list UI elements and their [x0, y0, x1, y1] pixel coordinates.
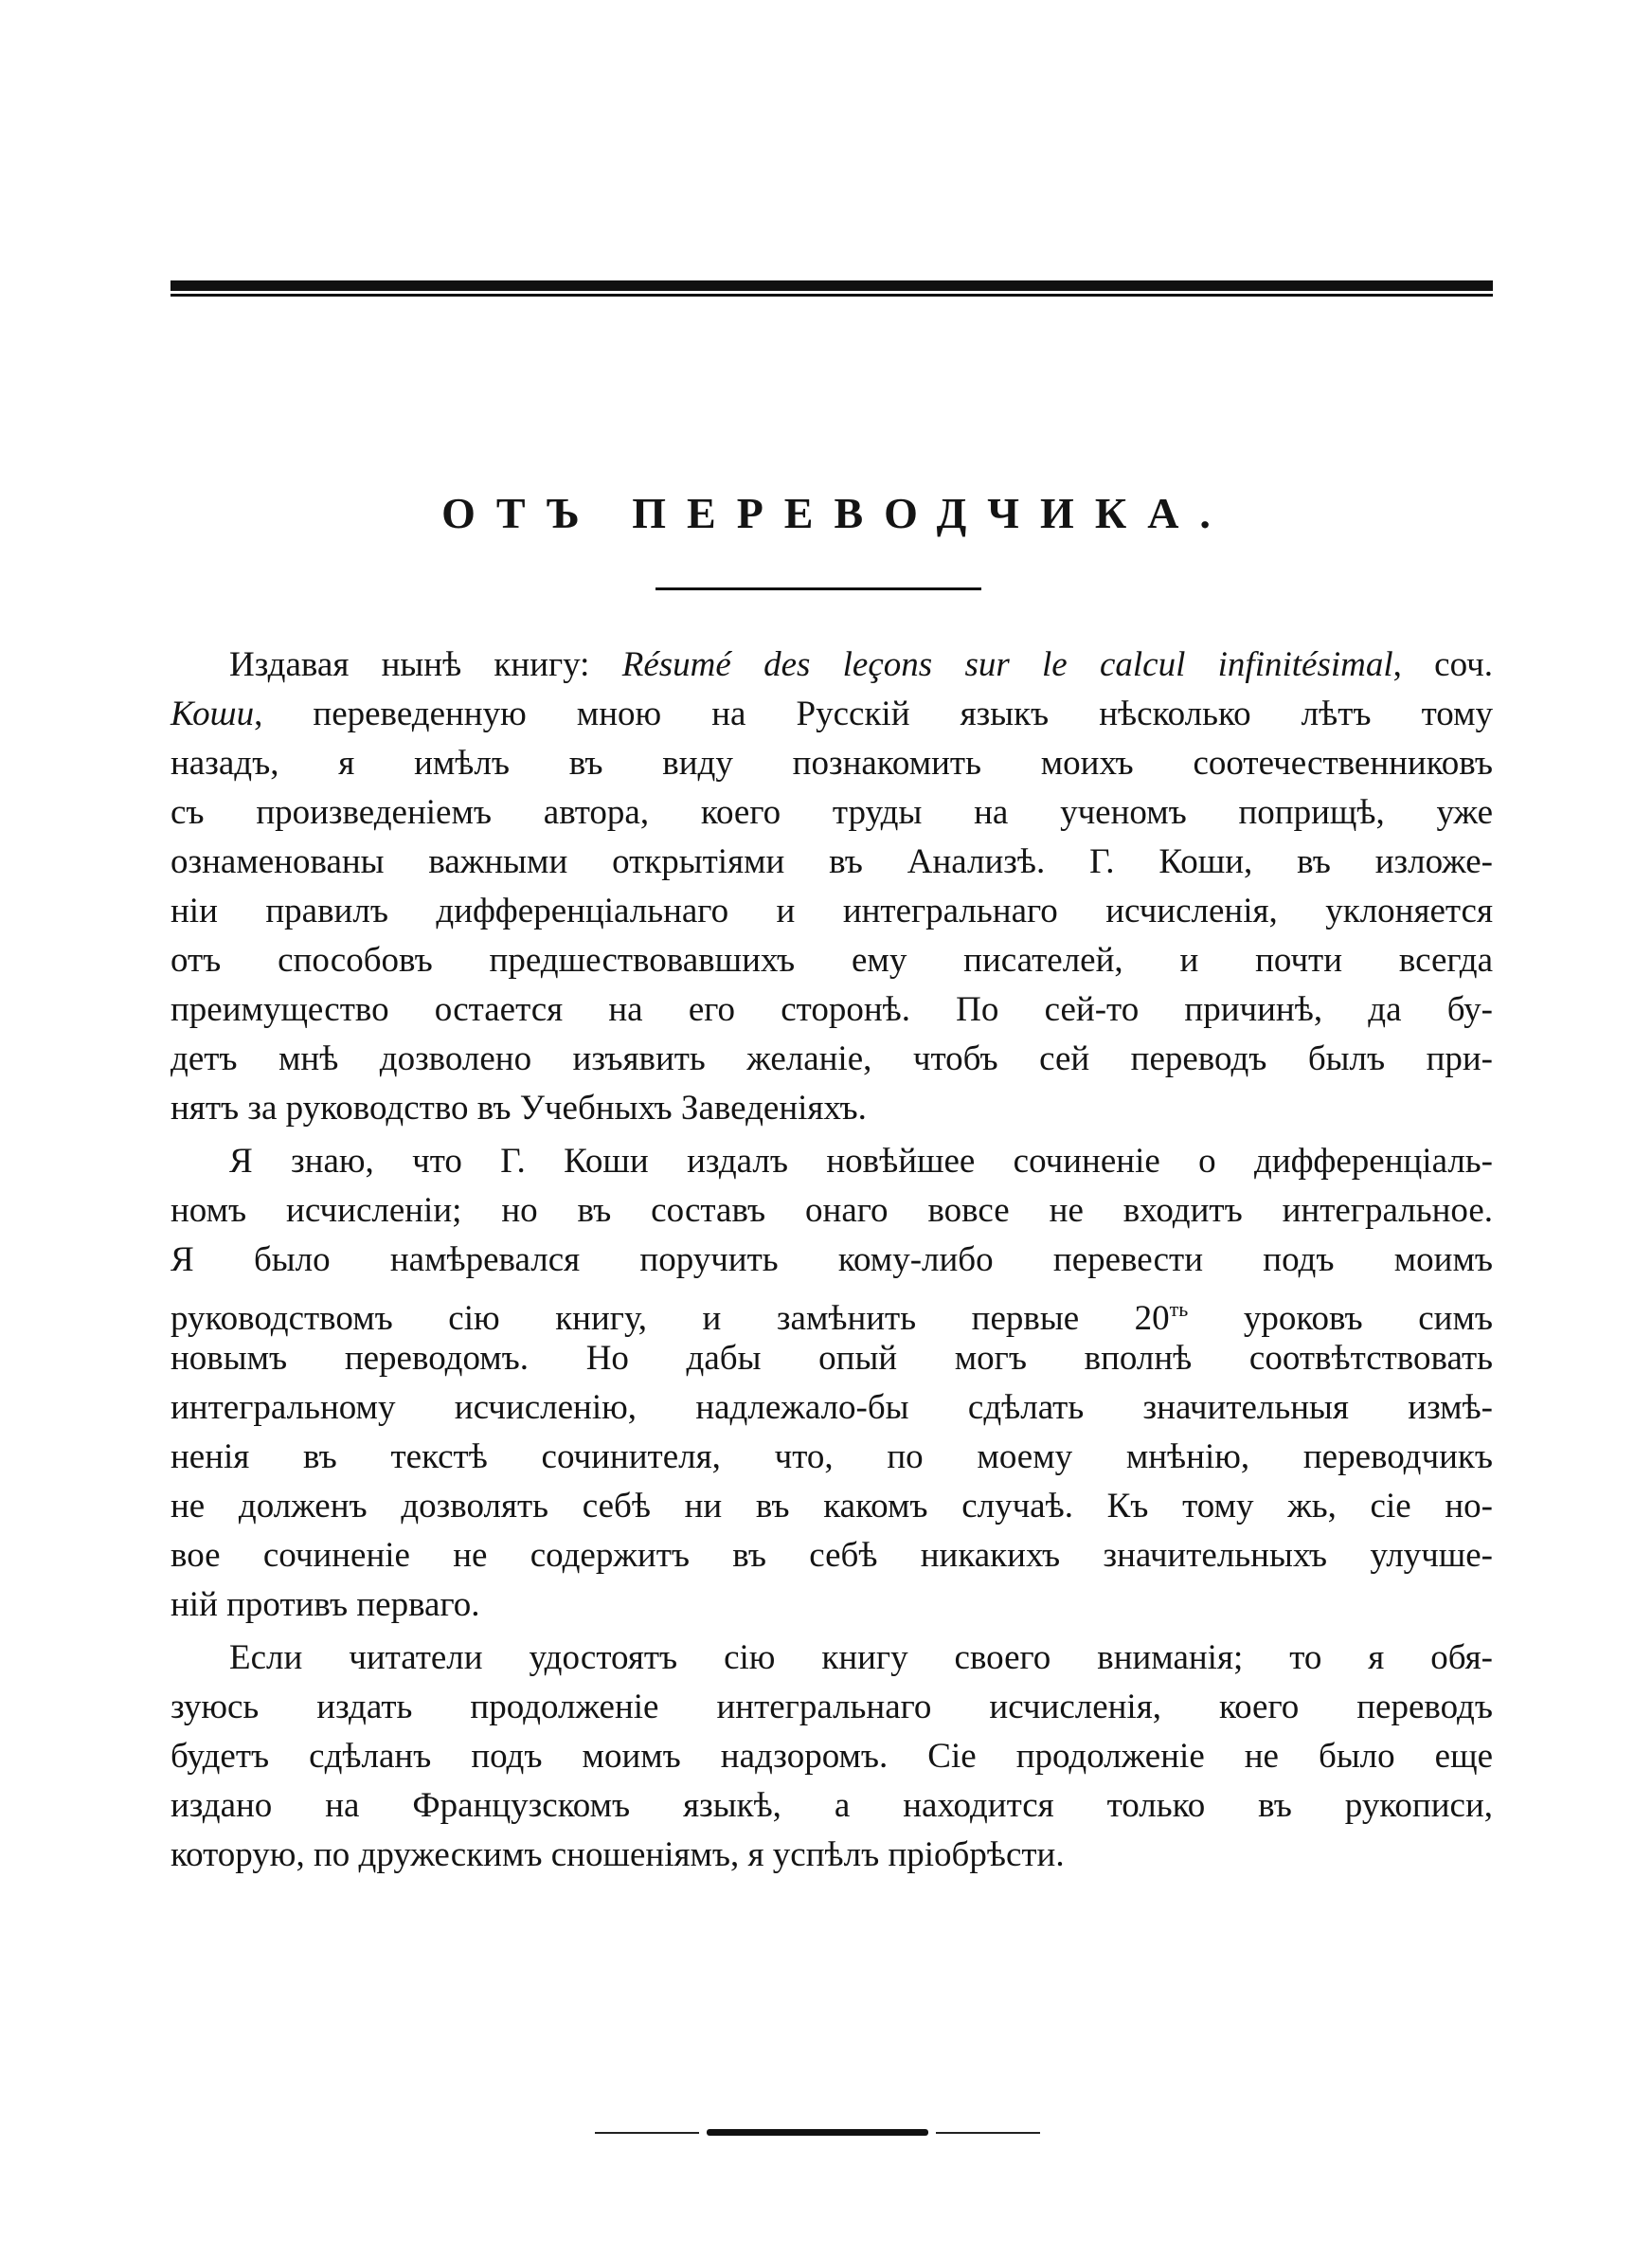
text-line — [171, 1035, 1493, 1084]
text-line — [171, 838, 1493, 887]
italic-text: Коши — [171, 695, 255, 733]
text-run: съ произведеніемъ автора, коего труды на ученомъ поприщѣ, уже — [171, 793, 1493, 832]
text-run: издано на Французскомъ языкѣ, а находится только въ рукописи, — [171, 1786, 1493, 1825]
text-line — [171, 641, 1493, 690]
text-run: преимущество остается на его сторонѣ. По сей-то причинѣ, да бу- — [171, 990, 1493, 1029]
text-line — [171, 985, 1493, 1035]
text-line — [171, 1383, 1493, 1433]
ornament-dash-left — [595, 2132, 699, 2134]
text-run: которую, по дружескимъ сношеніямъ, я успѣлъ пріобрѣсти. — [171, 1835, 1065, 1874]
text-line — [171, 1781, 1493, 1831]
text-line — [171, 1186, 1493, 1236]
body-text — [171, 641, 1493, 1880]
text-run: интегральному исчисленію, надлежало-бы сдѣлать значительныя измѣ- — [171, 1388, 1493, 1427]
text-run: Если читатели удостоятъ сію книгу своего вниманія; то я обя- — [229, 1638, 1493, 1677]
text-run: ознаменованы важными открытіями въ Анализѣ. Г. Коши, въ изложе- — [171, 842, 1493, 881]
text-line — [171, 936, 1493, 985]
text-run: не долженъ дозволять себѣ ни въ какомъ случаѣ. Къ тому жь, сіе но- — [171, 1487, 1493, 1526]
text-run: зуюсь издать продолженіе интегральнаго исчисленія, коего переводъ — [171, 1688, 1493, 1726]
bottom-ornament — [595, 2126, 1040, 2140]
text-line — [171, 1531, 1493, 1580]
text-run: , переведенную мною на Русскій языкъ нѣсколько лѣтъ тому — [254, 695, 1493, 733]
text-run: Я знаю, что Г. Коши издалъ новѣйшее сочиненіе о дифференціаль- — [229, 1142, 1493, 1181]
text-line — [171, 887, 1493, 936]
text-line — [171, 1732, 1493, 1781]
page-title: ОТЪ ПЕРЕВОДЧИКА. — [441, 489, 1231, 537]
text-line — [171, 1634, 1493, 1683]
text-run: уроковъ симъ — [1188, 1299, 1493, 1338]
text-line — [171, 1236, 1493, 1285]
text-line — [171, 739, 1493, 788]
paragraph — [171, 1634, 1493, 1880]
text-line — [171, 1580, 1493, 1630]
italic-text: Résumé des leçons sur le calcul infinitésimal — [621, 645, 1393, 684]
text-run: Издавая нынѣ книгу: — [229, 645, 622, 684]
top-rule-thin — [171, 294, 1493, 297]
text-line — [171, 1137, 1493, 1186]
text-line — [171, 690, 1493, 739]
text-run: ніи правилъ дифференціальнаго и интегральнаго исчисленія, уклоняется — [171, 892, 1493, 930]
text-run: руководствомъ сію книгу, и замѣнить первые 20 — [171, 1299, 1170, 1338]
text-run: назадъ, я имѣлъ въ виду познакомить моихъ соотечественниковъ — [171, 744, 1493, 783]
text-line — [171, 1482, 1493, 1531]
ornament-bar — [707, 2129, 928, 2136]
text-line — [171, 1285, 1493, 1338]
text-run: отъ способовъ предшествовавшихъ ему писателей, и почти всегда — [171, 941, 1493, 980]
text-run: , соч. — [1392, 645, 1493, 684]
text-run: детъ мнѣ дозволено изъявить желаніе, чтобъ сей переводъ былъ при- — [171, 1039, 1493, 1078]
text-line — [171, 1683, 1493, 1732]
text-run: нятъ за руководство въ Учебныхъ Заведеніяхъ. — [171, 1089, 867, 1128]
text-run: Я было намѣревался поручить кому-либо перевести подъ моимъ — [171, 1240, 1493, 1279]
paragraph — [171, 1137, 1493, 1630]
paragraph — [171, 641, 1493, 1133]
ornament-dash-right — [936, 2132, 1040, 2134]
text-run: номъ исчисленіи; но въ составъ онаго вовсе не входитъ интегральное. — [171, 1191, 1493, 1230]
text-run: вое сочиненіе не содержитъ въ себѣ никакихъ значительныхъ улучше- — [171, 1536, 1493, 1575]
text-line — [171, 1831, 1493, 1880]
text-run: ненія въ текстѣ сочинителя, что, по моему мнѣнію, переводчикъ — [171, 1437, 1493, 1476]
text-run: ній противъ перваго. — [171, 1585, 480, 1624]
text-run: новымъ переводомъ. Но дабы опый могъ вполнѣ соотвѣтствовать — [171, 1339, 1493, 1378]
text-line — [171, 1334, 1493, 1383]
top-rule-thick — [171, 280, 1493, 291]
text-run: будетъ сдѣланъ подъ моимъ надзоромъ. Сіе продолженіе не было еще — [171, 1737, 1493, 1776]
text-line — [171, 1084, 1493, 1133]
text-line — [171, 788, 1493, 838]
top-rule — [171, 280, 1493, 299]
superscript-text: ть — [1169, 1297, 1189, 1321]
title-underline — [655, 587, 981, 590]
text-line — [171, 1433, 1493, 1482]
